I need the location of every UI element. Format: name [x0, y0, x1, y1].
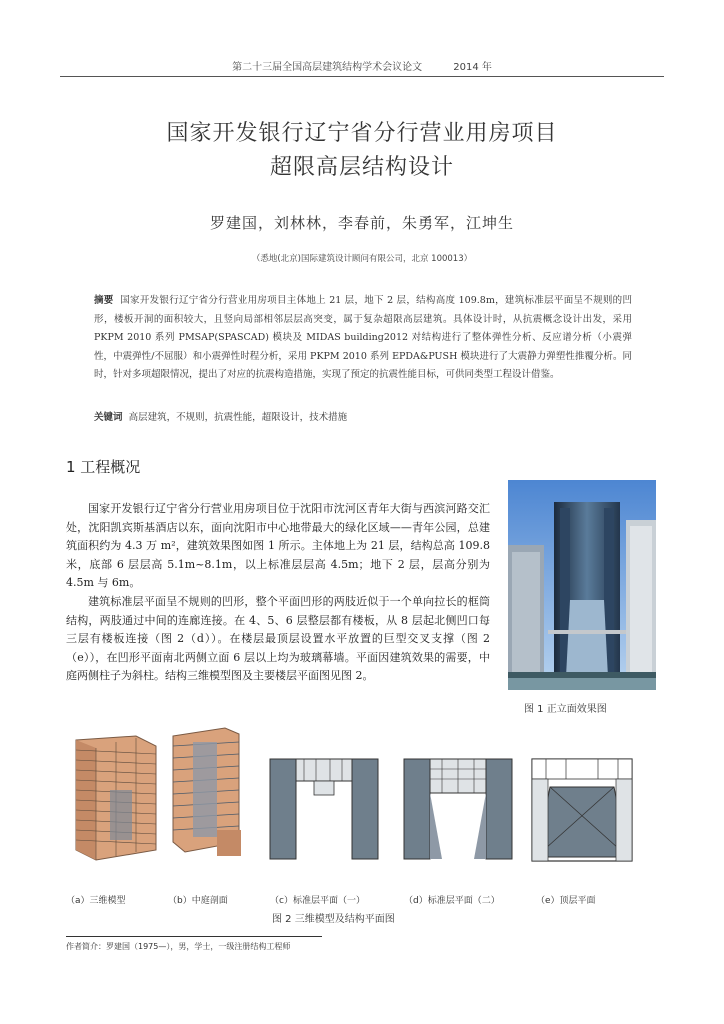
- abstract-label: 摘要: [94, 295, 114, 306]
- figure-2c-floor-plan-1: [268, 755, 380, 863]
- figure-2c-caption: （c）标准层平面（一）: [270, 896, 365, 906]
- section-heading: 1 工程概况: [66, 458, 141, 476]
- title-line-2: 超限高层结构设计: [269, 155, 454, 180]
- figure-2b-caption: （b）中庭剖面: [168, 896, 228, 906]
- title-line-1: 国家开发银行辽宁省分行营业用房项目: [166, 121, 558, 146]
- figure-2a-caption: （a）三维模型: [66, 896, 126, 906]
- figure-2a-3d-model: [66, 730, 161, 865]
- abstract: [94, 292, 632, 385]
- keywords-label: 关键词: [94, 412, 123, 423]
- figure-2e-caption: （e）顶层平面: [536, 896, 596, 906]
- affiliation: （悉地(北京)国际建筑设计顾问有限公司，北京 100013）: [251, 254, 473, 264]
- header-year: 2014 年: [453, 62, 492, 73]
- figure-2e-top-floor-plan: [530, 757, 634, 863]
- keywords-text: 高层建筑，不规则，抗震性能，超限设计，技术措施: [128, 412, 348, 423]
- keywords: [94, 409, 632, 423]
- figure-1-rendering: [508, 480, 656, 690]
- conference-name: 第二十三届全国高层建筑结构学术会议论文: [232, 62, 423, 73]
- header-rule: [60, 76, 664, 77]
- abstract-text: 国家开发银行辽宁省分行营业用房项目主体地上 21 层，地下 2 层，结构高度 109.8m，建筑标准层平面呈不规则的凹形，楼板开洞的面积较大，且竖向局部相邻层层高突变，属于复杂超限高层建筑。具体设计时，从抗震概念设计出发，采用 PKPM 2010 系列 PMSAP(SPASCAD) 模块及 MIDAS building2012 对结构进行了整体弹性分析、反应谱分析（小震弹性，中震弹性/不屈服）和小震弹性时程分析，采用 PKPM 2010 系列 EPDA&PUSH 模块进行了大震静力弹塑性推覆分析。同时，针对多项超限情况，提出了对应的抗震构造措施，实现了预定的抗震性能目标，可供同类型工程设计借鉴。: [94, 295, 632, 380]
- figure-1-caption: 图 1 正立面效果图: [524, 704, 607, 715]
- author-footnote: 作者简介：罗建国（1975—），男，学士，一级注册结构工程师: [66, 942, 291, 951]
- running-header: [0, 58, 724, 73]
- footnote-rule: [66, 936, 322, 937]
- author-list: 罗建国，刘林林，李春前，朱勇军，江坤生: [209, 214, 514, 232]
- body-text: [66, 500, 490, 686]
- figure-2d-floor-plan-2: [402, 755, 514, 863]
- figure-2b-atrium-section: [165, 722, 245, 862]
- paragraph-2: 建筑标准层平面呈不规则的凹形，整个平面凹形的两肢近似于一个单向拉长的框筒结构，两肢通过中间的连廊连接。在 4、5、6 层整层都有楼板，从 8 层起北侧凹口每三层有楼板连接（图 2（d））。在楼层最顶层设置水平放置的巨型交叉支撑（图 2（e）），在凹形平面南北两侧立面 6 层以上均为玻璃幕墙。平面因建筑效果的需要，中庭两侧柱子为斜柱。结构三维模型图及主要楼层平面图见图 2。: [66, 594, 490, 683]
- paragraph-1: 国家开发银行辽宁省分行营业用房项目位于沈阳市沈河区青年大街与西滨河路交汇处，沈阳凯宾斯基酒店以东，面向沈阳市中心地带最大的绿化区域——青年公园，总建筑面积约为 4.3 万 m²，建筑效果图如图 1 所示。主体地上为 21 层，结构总高 109.8 米，底部 6 层层高 5.1m~8.1m，以上标准层层高 4.5m；地下 2 层，层高分别为 4.5m 与 6m。: [66, 502, 490, 590]
- figure-2-caption: 图 2 三维模型及结构平面图: [272, 914, 395, 925]
- figure-2d-caption: （d）标准层平面（二）: [404, 896, 500, 906]
